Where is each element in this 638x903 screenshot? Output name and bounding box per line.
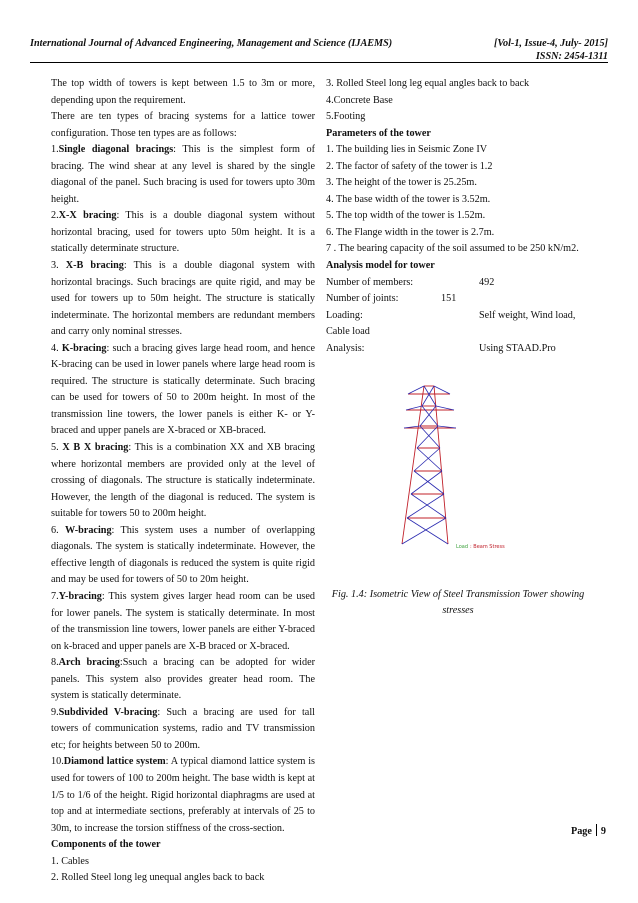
bracing-number: 4. xyxy=(51,342,62,354)
page-footer xyxy=(571,824,606,837)
analysis-heading: Analysis model for tower xyxy=(326,260,435,272)
bracing-number: 5. xyxy=(51,442,63,454)
members-label: Number of members: xyxy=(326,276,414,288)
parameter-item: 7 . The bearing capacity of the soil assumed to be 250 kN/m2. xyxy=(326,243,579,255)
parameter-item: 5. The top width of the tower is 1.52m. xyxy=(326,210,486,222)
bracing-description: : This is a double diagonal system without horizontal bracing, used for towers upto 50m height. It is a statically determinate structure. xyxy=(51,210,316,255)
bracing-type-item xyxy=(51,523,315,589)
parameter-item: 3. The height of the tower is 25.25m. xyxy=(326,177,477,189)
bracing-title: Diamond lattice system xyxy=(63,756,166,768)
analysis-row xyxy=(326,341,590,358)
right-column xyxy=(326,76,590,357)
bracing-description: : This is the simplest form of bracing. The wind shear at any level is shared by the single diagonal of the panel. Such bracing is used for towers upto 30m height. xyxy=(51,144,315,205)
bracing-title: Arch bracing xyxy=(58,657,120,669)
bracing-description: :Ssuch a bracing can be adopted for wider panels. This system also provides greater head room. The system is statically determinate. xyxy=(51,657,315,702)
bracing-number: 6. xyxy=(51,524,65,536)
bracing-number: 9. xyxy=(51,706,59,718)
component-item: 3. Rolled Steel long leg equal angles back to back xyxy=(326,78,530,89)
journal-title: International Journal of Advanced Engineering, Management and Science (IJAEMS) xyxy=(30,38,393,49)
component-item: 4.Concrete Base xyxy=(326,94,393,106)
bracing-title: X-X bracing xyxy=(58,210,117,222)
bracing-title: X-B bracing xyxy=(65,260,124,272)
bracing-title: Y-bracing xyxy=(58,590,102,602)
legend-stress: : Beam Stress xyxy=(470,544,505,550)
bracing-type-item xyxy=(51,208,315,258)
parameter-item: 2. The factor of safety of the tower is 1.2 xyxy=(326,160,493,172)
bracing-number: 7. xyxy=(51,590,59,602)
bracing-type-item xyxy=(51,440,315,523)
bracing-type-item xyxy=(51,258,315,341)
bracing-type-item xyxy=(51,142,315,208)
bracing-types-list xyxy=(51,142,315,837)
tower-figure xyxy=(388,376,514,554)
issn: ISSN: 2454-1311 xyxy=(535,51,608,62)
intro-paragraph-2: There are ten types of bracing systems for a lattice tower configuration. Those ten types are as follows: xyxy=(51,111,315,139)
parameter-item: 1. The building lies in Seismic Zone IV xyxy=(326,144,488,156)
joints-value: 151 xyxy=(441,293,457,305)
page-header xyxy=(30,34,608,63)
bracing-type-item xyxy=(51,341,315,440)
bracing-title: W-bracing xyxy=(64,524,112,536)
joints-label: Number of joints: xyxy=(326,293,399,305)
page-label: Page xyxy=(570,826,592,837)
page-number: 9 xyxy=(600,826,606,837)
page-divider xyxy=(596,824,597,836)
analysis-value: Using STAAD.Pro xyxy=(479,342,556,354)
component-item: 2. Rolled Steel long leg unequal angles back to back xyxy=(51,872,265,884)
bracing-description: : This system uses a number of overlapping diagonals. The system is statically indeterminate. However, the effective length of diagonals is reduced the system is quite rigid and may be used for towers of 50 to 20m height. xyxy=(51,524,315,586)
volume-info: [Vol-1, Issue-4, July- 2015] xyxy=(493,38,608,49)
bracing-number: 10. xyxy=(51,756,64,768)
bracing-title: K-bracing xyxy=(61,342,107,354)
loading-label: Loading: xyxy=(326,309,363,321)
bracing-description: : A typical diamond lattice system is used for towers of 100 to 200m height. The base width is kept at 1/5 to 1/6 of the height. Rigid horizontal diaphragms are used at top and at intermediate sections, preferably at intervals of 25 to 30m, to increase the torsion stiffness of the cross-section. xyxy=(51,756,316,834)
loading-row xyxy=(326,308,590,325)
tower-drawing xyxy=(388,376,514,554)
bracing-description: : This system gives larger head room can be used for lower panels. The system is statically determinate. In most of the transmission line towers, lower panels are either Y-braced on k-braced and upper panels are X-B braced or X-braced. xyxy=(51,590,315,652)
bracing-description: : such a bracing gives large head room, and hence K-bracing can be used in lower panels where large head room is required. The structure is statically determinate. Such bracing can be used for towers of 50 to 200m height. In most of the transmission line towers, the lower panels is either K- or Y- braced and upper panels are X-braced or XB-braced. xyxy=(51,342,316,437)
figure-caption: Fig. 1.4: Isometric View of Steel Transmission Tower showing stresses xyxy=(331,589,585,616)
component-item: 5.Footing xyxy=(326,111,366,123)
loading-continued: Cable load xyxy=(326,326,370,338)
members-value: 492 xyxy=(479,276,495,288)
members-row xyxy=(326,275,590,292)
parameter-item: 6. The Flange width in the tower is 2.7m. xyxy=(326,226,495,238)
bracing-number: 8. xyxy=(51,657,59,669)
legend-load: Load xyxy=(456,544,468,550)
analysis-label: Analysis: xyxy=(326,342,365,354)
bracing-number: 3. xyxy=(51,260,66,272)
loading-value: Self weight, Wind load, xyxy=(479,309,576,321)
parameters-heading: Parameters of the tower xyxy=(326,127,431,139)
bracing-description: : Such a bracing are used for tall towers of communication systems, radio and TV transmission etc; for heights between 50 to 200m. xyxy=(51,706,315,751)
bracing-number: 1. xyxy=(51,144,59,156)
bracing-title: Subdivided V-bracing xyxy=(58,706,158,718)
bracing-type-item xyxy=(51,705,315,755)
bracing-description: : This is a double diagonal system with horizontal bracings. Such bracings are quite rigid, and may be used for towers up to 50m height. The structure is statically indeterminate. The horizontal members are redundant members and carry only nominal stresses. xyxy=(51,260,315,338)
component-item: 1. Cables xyxy=(51,855,89,867)
bracing-type-item xyxy=(51,589,315,655)
bracing-title: Single diagonal bracings xyxy=(58,144,174,156)
bracing-number: 2. xyxy=(51,210,59,222)
components-heading: Components of the tower xyxy=(51,839,161,851)
bracing-type-item xyxy=(51,754,315,837)
volume-issn xyxy=(494,37,608,63)
intro-paragraph-1: The top width of towers is kept between 1.5 to 3m or more, depending upon the requirement. xyxy=(51,78,315,106)
bracing-description: : This is a combination XX and XB bracing where horizontal members are provided only at the level of crossing of diagonals. The structure is statically indeterminate. However, the length of the diagonal is reduced. The system is suitable for towers 50 to 200m height. xyxy=(51,442,315,520)
left-column xyxy=(51,76,315,887)
parameter-item: 4. The base width of the tower is 3.52m. xyxy=(326,193,491,205)
bracing-type-item xyxy=(51,655,315,705)
joints-row xyxy=(326,291,590,308)
bracing-title: X B X bracing xyxy=(62,442,129,454)
